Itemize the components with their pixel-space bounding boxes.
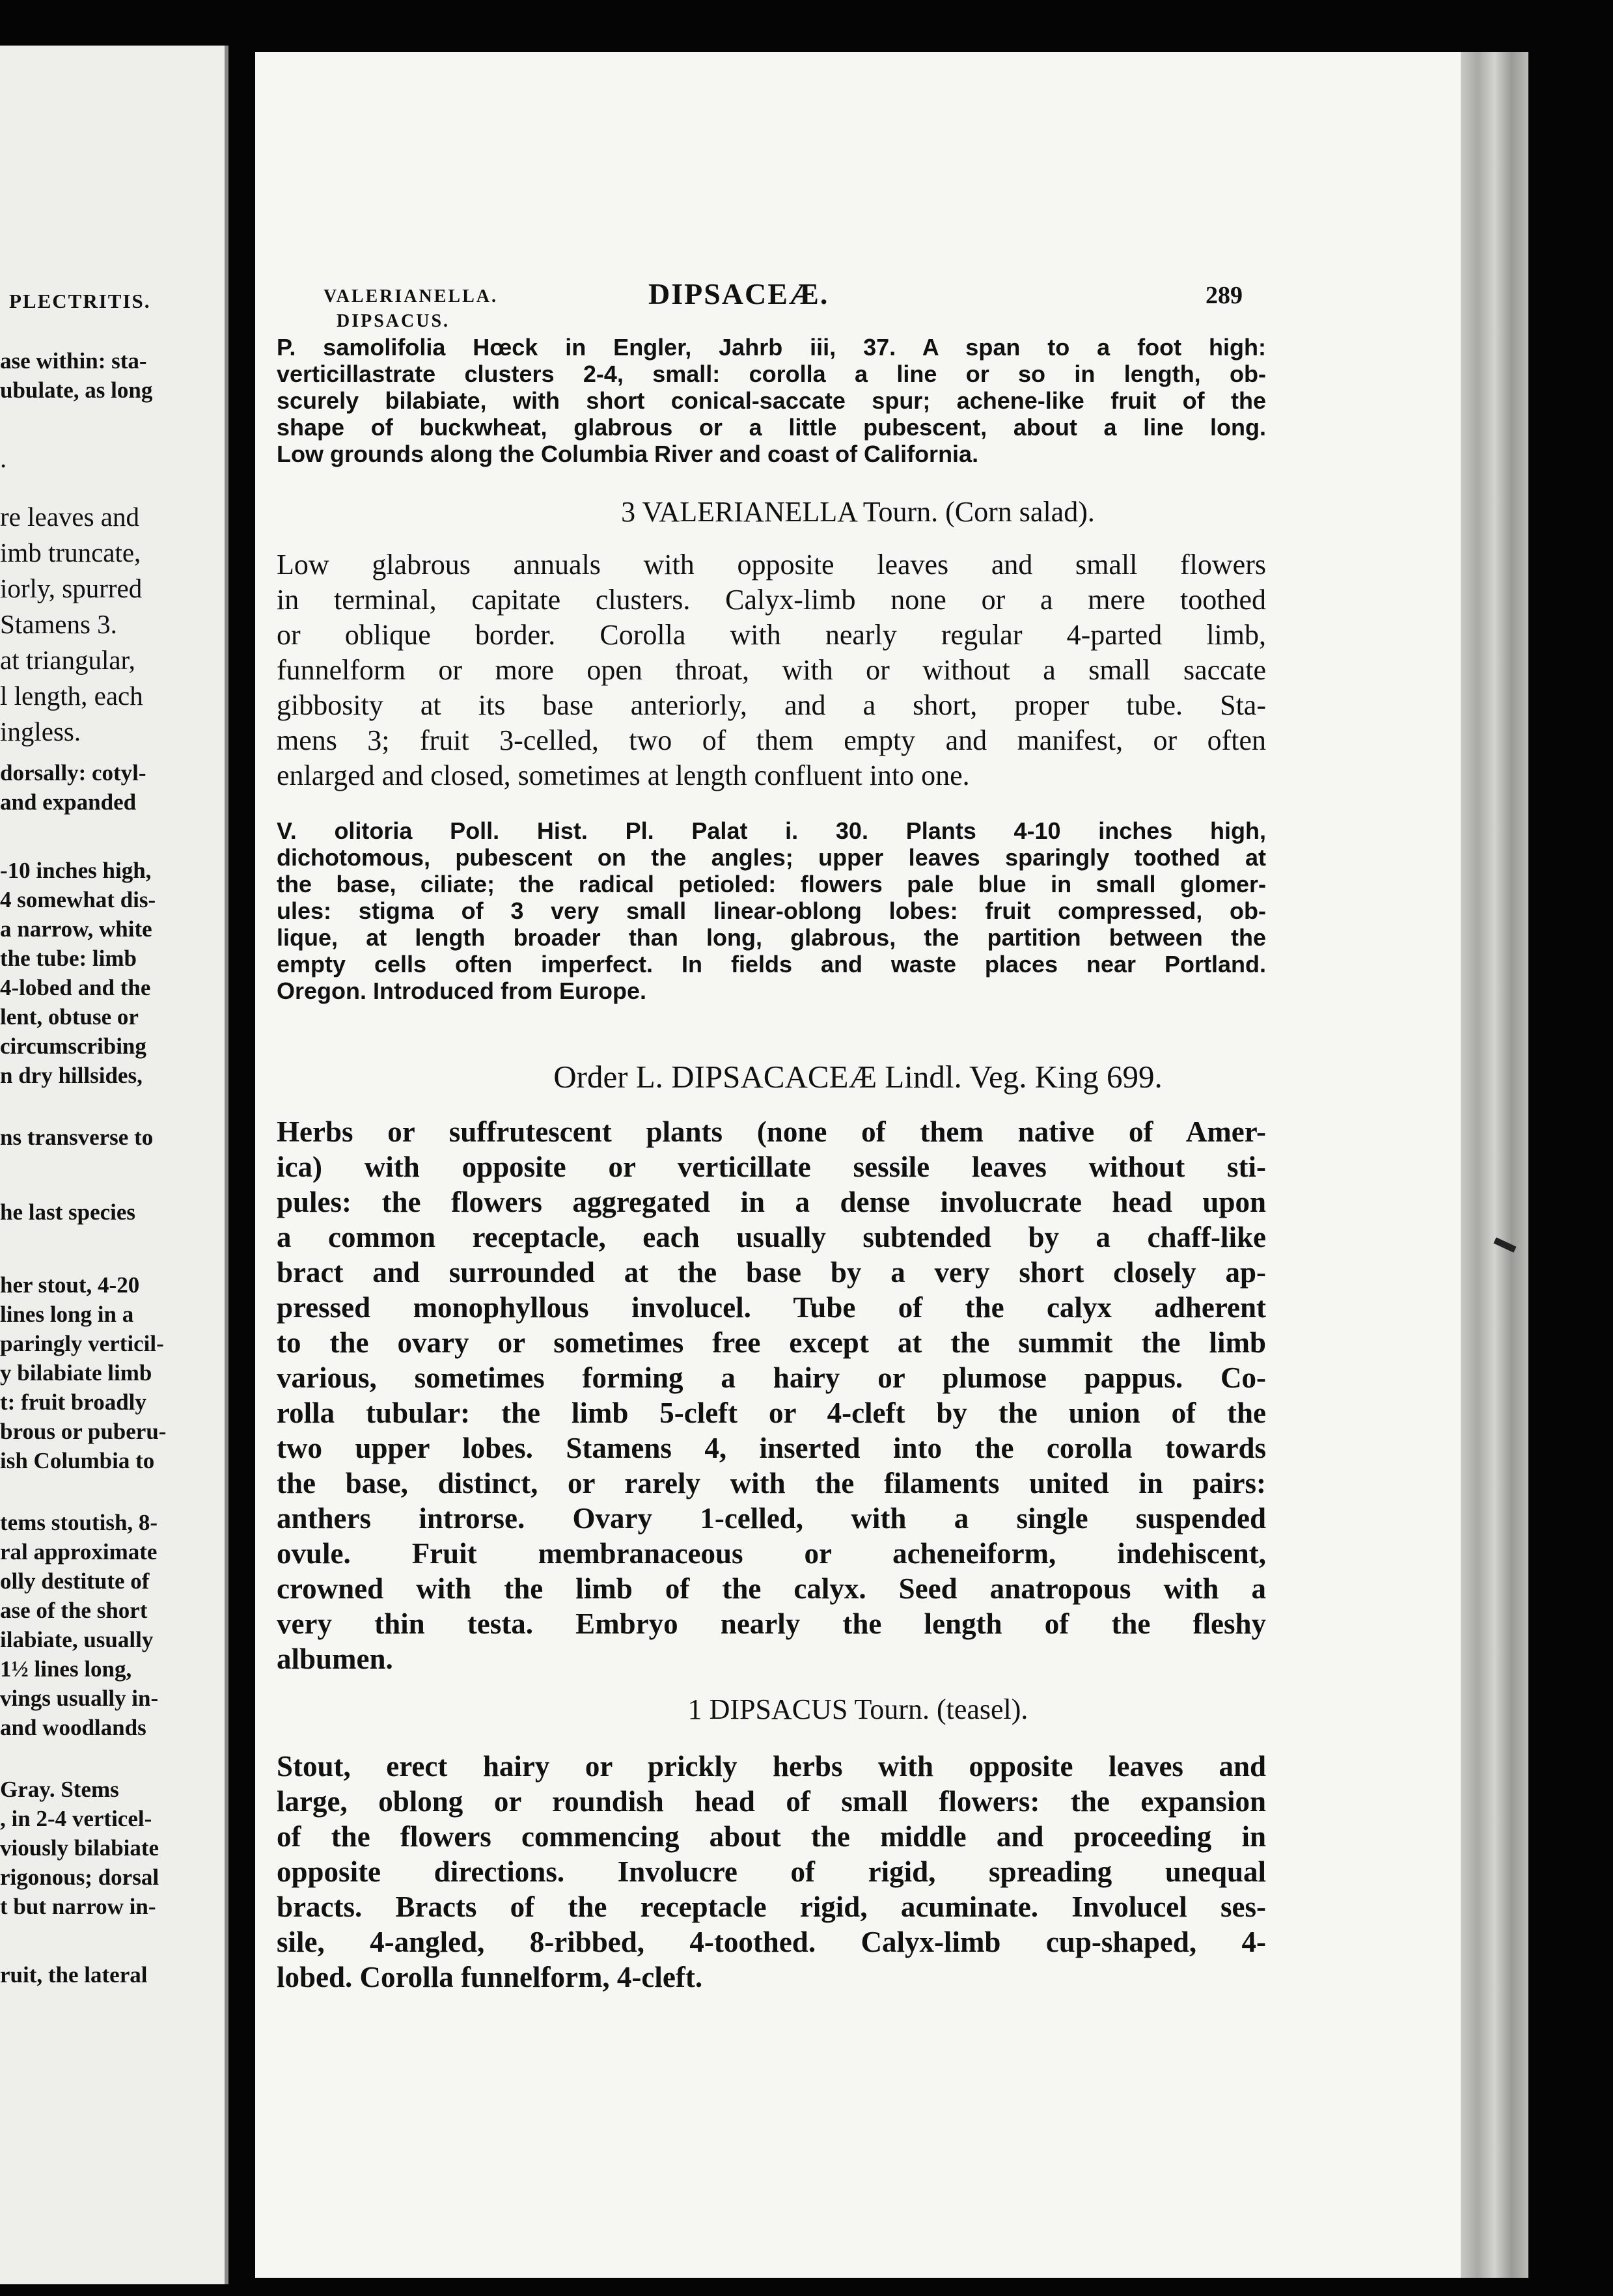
facing-page-line: n dry hillsides, <box>0 1063 143 1088</box>
facing-page-line: vings usually in- <box>0 1686 159 1711</box>
facing-page-line: Gray. Stems <box>0 1777 119 1802</box>
facing-page-line: iorly, spurred <box>0 573 143 603</box>
facing-page-line: dorsally: cotyl- <box>0 760 146 786</box>
facing-page-line: and woodlands <box>0 1715 146 1740</box>
facing-page-line: 4 somewhat dis- <box>0 887 156 912</box>
facing-page-line: a narrow, white <box>0 916 152 942</box>
facing-page-line: circumscribing <box>0 1033 146 1059</box>
text-line: enlarged and closed, sometimes at length confluent into one. <box>277 759 970 791</box>
text-line: a common receptacle, each usually subtended by a chaff-like <box>277 1221 1266 1253</box>
text-line: albumen. <box>277 1643 393 1675</box>
text-line: or oblique border. Corolla with nearly regular 4-parted limb, <box>277 619 1266 651</box>
text-line: empty cells often imperfect. In fields and waste places near Portland. <box>277 951 1266 977</box>
facing-page-line: ns transverse to <box>0 1125 154 1150</box>
text-line: crowned with the limb of the calyx. Seed anatropous with a <box>277 1572 1266 1605</box>
page-edge <box>1461 52 1528 2278</box>
text-line: Low grounds along the Columbia River and coast of California. <box>277 441 979 467</box>
text-line: mens 3; fruit 3-celled, two of them empty and manifest, or often <box>277 724 1266 756</box>
text-line: pules: the flowers aggregated in a dense involucrate head upon <box>277 1186 1266 1218</box>
facing-page-line: ingless. <box>0 717 81 746</box>
text-line: two upper lobes. Stamens 4, inserted into the corolla towards <box>277 1432 1266 1464</box>
facing-page-line: at triangular, <box>0 645 135 675</box>
text-line: various, sometimes forming a hairy or plumose pappus. Co- <box>277 1361 1266 1394</box>
facing-page-line: 4-lobed and the <box>0 975 151 1000</box>
text-line: in terminal, capitate clusters. Calyx-limb none or a mere toothed <box>277 584 1266 616</box>
facing-page-line: ish Columbia to <box>0 1448 155 1473</box>
text-line: to the ovary or sometimes free except at the summit the limb <box>277 1326 1266 1359</box>
facing-page-line: t: fruit broadly <box>0 1389 146 1415</box>
running-head-line: DIPSACUS. <box>337 311 450 331</box>
text-line: Stout, erect hairy or prickly herbs with opposite leaves and <box>277 1750 1266 1783</box>
facing-page-header: PLECTRITIS. <box>9 290 151 312</box>
text-line: of the flowers commencing about the middle and proceeding in <box>277 1820 1266 1853</box>
section-heading: 3 VALERIANELLA Tourn. (Corn salad). <box>621 496 1095 528</box>
text-line: V. olitoria Poll. Hist. Pl. Palat i. 30. Plants 4-10 inches high, <box>277 817 1266 844</box>
facing-page-line: lent, obtuse or <box>0 1004 139 1030</box>
facing-page-line: lines long in a <box>0 1302 134 1327</box>
text-line: pressed monophyllous involucel. Tube of the calyx adherent <box>277 1291 1266 1324</box>
text-line: funnelform or more open throat, with or without a small saccate <box>277 654 1266 686</box>
section-heading: Order L. DIPSACACEÆ Lindl. Veg. King 699. <box>553 1059 1163 1095</box>
facing-page-line: ilabiate, usually <box>0 1627 154 1652</box>
running-head-line: VALERIANELLA. <box>324 286 498 307</box>
facing-page-line: l length, each <box>0 681 143 711</box>
running-head-left <box>324 284 498 334</box>
text-line: ica) with opposite or verticillate sessile leaves without sti- <box>277 1151 1266 1183</box>
text-line: opposite directions. Involucre of rigid, spreading unequal <box>277 1855 1266 1888</box>
text-line: rolla tubular: the limb 5-cleft or 4-cleft by the union of the <box>277 1397 1266 1429</box>
text-line: P. samolifolia Hœck in Engler, Jahrb iii, 37. A span to a foot high: <box>277 334 1266 361</box>
facing-page-line: ase within: sta- <box>0 348 147 374</box>
text-line: the base, ciliate; the radical petioled: flowers pale blue in small glomer- <box>277 871 1266 897</box>
facing-page-line: viously bilabiate <box>0 1835 159 1861</box>
text-line: shape of buckwheat, glabrous or a little pubescent, about a line long. <box>277 414 1266 441</box>
text-line: verticillastrate clusters 2-4, small: corolla a line or so in length, ob- <box>277 361 1266 387</box>
text-line: scurely bilabiate, with short conical-saccate spur; achene-like fruit of the <box>277 387 1266 414</box>
text-line: gibbosity at its base anteriorly, and a short, proper tube. Sta- <box>277 689 1266 721</box>
text-line: very thin testa. Embryo nearly the length of the fleshy <box>277 1607 1266 1640</box>
facing-page-line: brous or puberu- <box>0 1419 167 1444</box>
text-line: ovule. Fruit membranaceous or acheneiform, indehiscent, <box>277 1537 1266 1570</box>
text-line: large, oblong or roundish head of small flowers: the expansion <box>277 1785 1266 1818</box>
text-line: lobed. Corolla funnelform, 4-cleft. <box>277 1961 703 1993</box>
facing-page-line: y bilabiate limb <box>0 1360 152 1386</box>
facing-page-line: he last species <box>0 1199 136 1225</box>
facing-page-line: the tube: limb <box>0 946 137 971</box>
running-head-title: DIPSACEÆ. <box>648 277 829 310</box>
facing-page-line: t but narrow in- <box>0 1894 156 1919</box>
text-line: bract and surrounded at the base by a very short closely ap- <box>277 1256 1266 1289</box>
text-line: Oregon. Introduced from Europe. <box>277 977 647 1004</box>
facing-page-line: paringly verticil- <box>0 1331 164 1356</box>
facing-page-line: ral approximate <box>0 1539 158 1565</box>
facing-page-line: imb truncate, <box>0 538 141 567</box>
text-line: sile, 4-angled, 8-ribbed, 4-toothed. Calyx-limb cup-shaped, 4- <box>277 1926 1266 1958</box>
facing-page-line: ubulate, as long <box>0 377 153 403</box>
facing-page-line: -10 inches high, <box>0 858 152 883</box>
text-line: Low glabrous annuals with opposite leaves and small flowers <box>277 549 1266 581</box>
text-line: the base, distinct, or rarely with the filaments united in pairs: <box>277 1467 1266 1499</box>
section-heading: 1 DIPSACUS Tourn. (teasel). <box>687 1693 1028 1725</box>
facing-page-line: rigonous; dorsal <box>0 1865 159 1890</box>
facing-page-line: ase of the short <box>0 1598 148 1623</box>
text-line: Herbs or suffrutescent plants (none of them native of Amer- <box>277 1115 1266 1148</box>
facing-page-line: 1½ lines long, <box>0 1656 132 1682</box>
page-number: 289 <box>1206 282 1243 309</box>
facing-page-line: . <box>0 443 7 473</box>
facing-page-line: tems stoutish, 8- <box>0 1510 158 1535</box>
facing-page-line: and expanded <box>0 789 137 815</box>
text-line: dichotomous, pubescent on the angles; upper leaves sparingly toothed at <box>277 844 1266 871</box>
facing-page-line: ruit, the lateral <box>0 1962 148 1988</box>
text-line: ules: stigma of 3 very small linear-oblong lobes: fruit compressed, ob- <box>277 897 1266 924</box>
facing-page-line: Stamens 3. <box>0 609 117 639</box>
facing-page <box>0 46 228 2284</box>
facing-page-line: re leaves and <box>0 502 139 532</box>
text-line: bracts. Bracts of the receptacle rigid, acuminate. Involucel ses- <box>277 1891 1266 1923</box>
facing-page-line: olly destitute of <box>0 1568 150 1594</box>
text-line: lique, at length broader than long, glabrous, the partition between the <box>277 924 1266 951</box>
facing-page-line: her stout, 4-20 <box>0 1272 140 1298</box>
text-line: anthers introrse. Ovary 1-celled, with a single suspended <box>277 1502 1266 1535</box>
facing-page-line: , in 2-4 verticel- <box>0 1806 152 1831</box>
